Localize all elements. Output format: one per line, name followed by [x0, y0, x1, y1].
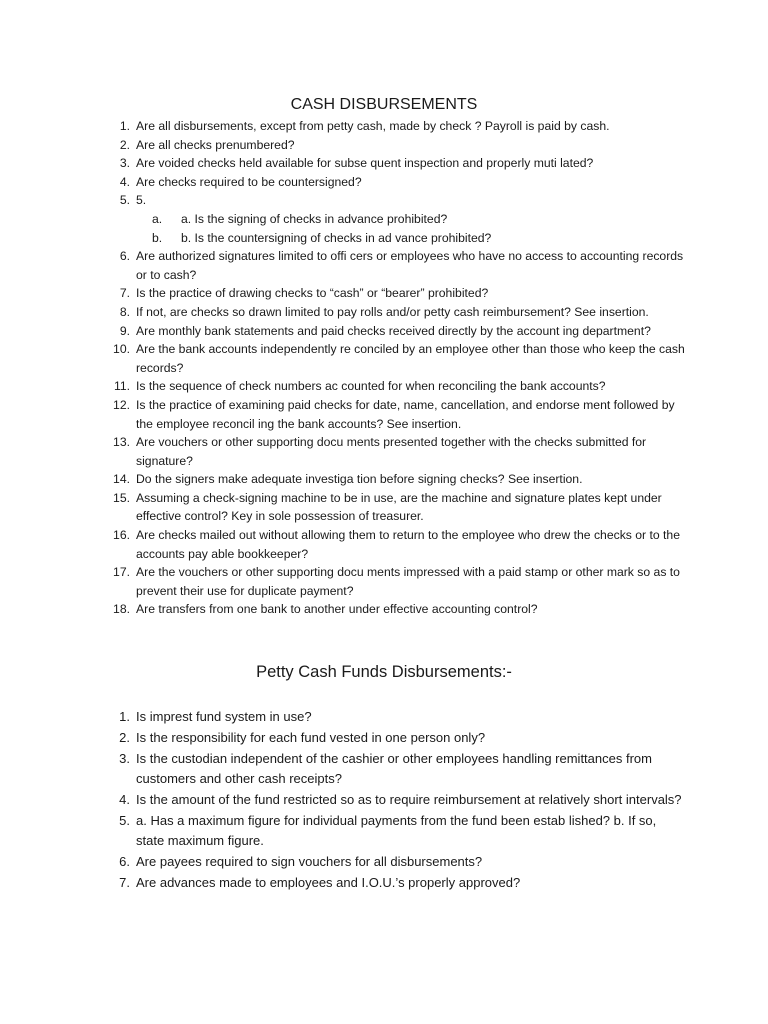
question-text: a. Has a maximum figure for individual payments from the fund been estab lished? b. If so, state maximum figure. — [136, 812, 657, 848]
list-number: a. — [152, 211, 163, 226]
list-number: 16. — [113, 528, 130, 543]
list-item — [0, 433, 768, 470]
question-text: Is the responsibility for each fund vested in one person only? — [136, 729, 486, 745]
list-item — [0, 284, 768, 303]
list-item — [0, 707, 768, 727]
list-item — [0, 749, 768, 790]
list-item — [0, 322, 768, 341]
list-item — [0, 191, 768, 247]
question-text: 5. — [136, 193, 147, 208]
cash-disbursements-list — [0, 117, 768, 619]
list-number: 6. — [119, 249, 130, 264]
list-item — [0, 303, 768, 322]
question-text: Is the custodian independent of the cashier or other employees handling remittances from customers and other cash receipts? — [136, 750, 652, 786]
question-text: Are the bank accounts independently re conciled by an employee other than those who keep the cash records? — [136, 342, 685, 375]
question-text: Are authorized signatures limited to offi cers or employees who have no access to accounting records or to cash? — [136, 249, 684, 282]
list-number: 1. — [119, 709, 130, 724]
list-number: 2. — [119, 729, 130, 745]
list-number: 17. — [113, 565, 130, 580]
list-item — [0, 117, 768, 136]
question-text: Are the vouchers or other supporting docu ments impressed with a paid stamp or other mark so as to prevent their use for duplicate payment? — [136, 565, 680, 598]
question-text: Is the practice of examining paid checks for date, name, cancellation, and endorse ment followed by the employee reconcil ing the bank accounts? See insertion. — [136, 397, 675, 431]
list-item — [0, 526, 768, 563]
question-text: a. Is the signing of checks in advance prohibited? — [181, 211, 448, 226]
question-text: Are transfers from one bank to another under effective accounting control? — [136, 602, 538, 617]
question-text: Are all checks prenumbered? — [136, 137, 295, 152]
list-number: 5. — [119, 812, 130, 828]
list-item — [0, 377, 768, 396]
list-item — [0, 470, 768, 489]
list-item — [0, 728, 768, 748]
question-text: Is the amount of the fund restricted so as to require reimbursement at relatively short intervals? — [136, 791, 682, 807]
sub-list — [136, 210, 688, 247]
question-text: Are monthly bank statements and paid checks received directly by the account ing department? — [136, 323, 651, 338]
petty-cash-title: Petty Cash Funds Disbursements:- — [256, 663, 512, 681]
question-text: Are payees required to sign vouchers for all disbursements? — [136, 853, 483, 869]
list-item — [0, 852, 768, 872]
question-text: Are advances made to employees and I.O.U.’s properly approved? — [136, 874, 521, 890]
question-text: Are all disbursements, except from petty cash, made by check ? Payroll is paid by cash. — [136, 119, 610, 133]
question-text: Is the sequence of check numbers ac counted for when reconciling the bank accounts? — [136, 379, 606, 394]
list-number: 2. — [119, 137, 130, 152]
list-number: 5. — [119, 193, 130, 208]
list-item — [0, 340, 768, 377]
list-number: 12. — [113, 397, 130, 412]
list-number: 11. — [113, 379, 130, 394]
list-number: 13. — [113, 435, 130, 450]
list-number: 1. — [119, 119, 130, 133]
list-item — [0, 247, 768, 284]
sub-list-item — [136, 210, 688, 229]
list-number: 10. — [113, 342, 130, 357]
question-text: Are checks mailed out without allowing them to return to the employee who drew the checks or to the accounts pay able bookkeeper? — [136, 528, 680, 561]
list-number: 6. — [119, 853, 130, 869]
list-item — [0, 489, 768, 526]
list-number: 3. — [119, 750, 130, 766]
list-number: 14. — [113, 472, 130, 487]
list-item — [0, 811, 768, 852]
list-number: 3. — [119, 156, 130, 171]
list-item — [0, 600, 768, 619]
question-text: Are vouchers or other supporting docu ments presented together with the checks submitted for signature? — [136, 435, 647, 468]
question-text: Are checks required to be countersigned? — [136, 174, 362, 189]
list-number: 15. — [113, 490, 130, 505]
list-number: 4. — [119, 791, 130, 807]
list-item — [0, 873, 768, 893]
question-text: Do the signers make adequate investiga tion before signing checks? See insertion. — [136, 472, 583, 487]
list-number: 8. — [119, 304, 130, 319]
list-number: 7. — [119, 286, 130, 301]
list-item — [0, 154, 768, 173]
list-number: 7. — [119, 874, 130, 890]
list-item — [0, 790, 768, 810]
list-item — [0, 173, 768, 192]
list-item — [0, 396, 768, 433]
question-text: Assuming a check-signing machine to be in use, are the machine and signature plates kept under effective control? Key in sole possession of treasurer. — [136, 490, 662, 524]
list-number: 4. — [119, 174, 130, 189]
sub-list-item — [136, 229, 688, 248]
question-text: b. Is the countersigning of checks in ad vance prohibited? — [181, 230, 492, 245]
question-text: Are voided checks held available for subse quent inspection and properly muti lated? — [136, 156, 594, 171]
question-text: If not, are checks so drawn limited to pay rolls and/or petty cash reimbursement? See insertion. — [136, 304, 649, 319]
cash-disbursements-title: CASH DISBURSEMENTS — [290, 96, 478, 113]
list-item — [0, 136, 768, 155]
petty-cash-list — [0, 707, 768, 893]
question-text: Is imprest fund system in use? — [136, 709, 312, 724]
list-item — [0, 563, 768, 600]
list-number: b. — [152, 230, 163, 245]
list-number: 9. — [119, 323, 130, 338]
question-text: Is the practice of drawing checks to “cash” or “bearer” prohibited? — [136, 286, 489, 301]
list-number: 18. — [113, 602, 130, 617]
